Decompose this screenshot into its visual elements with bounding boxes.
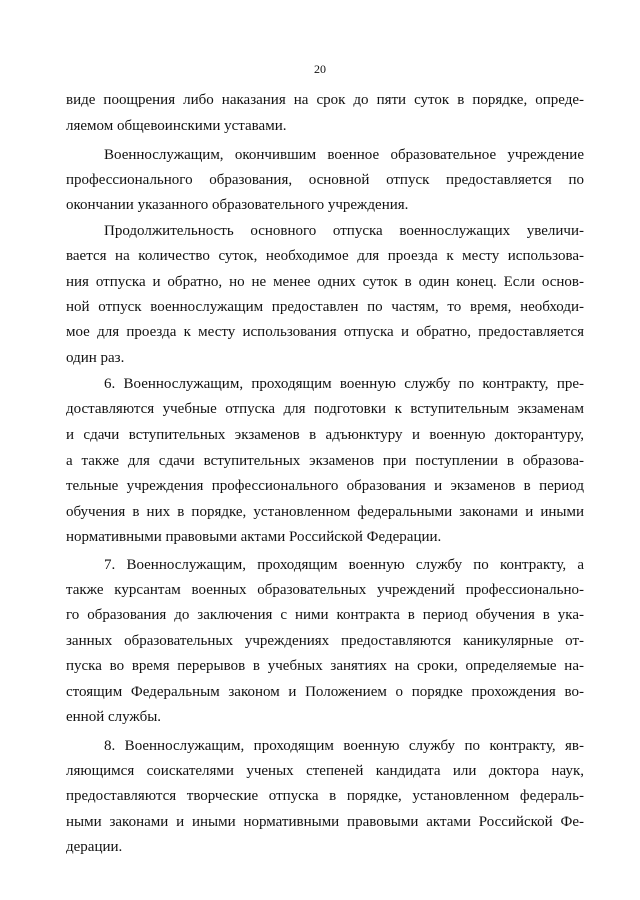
text-line: го образования до заключения с ними контракта в период обучения в ука- <box>66 607 584 623</box>
text-line: окончании указанного образовательного учреждения. <box>66 197 409 213</box>
text-line: ния отпуска и обратно, но не менее одних суток в один конец. Если основ- <box>66 274 584 290</box>
text-line: Продолжительность основного отпуска военнослужащих увеличи- <box>104 223 584 239</box>
text-line: 6. Военнослужащим, проходящим военную службу по контракту, пре- <box>104 376 584 392</box>
text-line: ной отпуск военнослужащим предоставлен по частям, то время, необходи- <box>66 299 584 315</box>
page-number: 20 <box>314 62 326 76</box>
text-line: енной службы. <box>66 709 162 725</box>
text-line: и сдачи вступительных экзаменов в адъюнктуру и военную докторантуру, <box>66 427 584 443</box>
text-line: один раз. <box>66 350 125 366</box>
text-line: обучения в них в порядке, установленном федеральными законами и иными <box>66 504 584 520</box>
text-line: ляющимся соискателями ученых степеней кандидата или доктора наук, <box>66 763 584 779</box>
text-line: мое для проезда к месту использования отпуска и обратно, предоставляется <box>66 324 584 340</box>
text-line: вается на количество суток, необходимое для проезда к месту использова- <box>66 248 584 264</box>
text-line: доставляются учебные отпуска для подготовки к вступительным экзаменам <box>66 401 584 417</box>
text-line: занных образовательных учреждениях предоставляются каникулярные от- <box>66 633 584 649</box>
text-line: пуска во время перерывов в учебных занятиях на сроки, определяемые на- <box>66 658 584 674</box>
text-line: 8. Военнослужащим, проходящим военную службу по контракту, яв- <box>104 738 584 754</box>
text-line: 7. Военнослужащим, проходящим военную службу по контракту, а <box>104 557 584 573</box>
text-line: стоящим Федеральным законом и Положением о порядке прохождения во- <box>66 684 584 700</box>
text-line: ляемом общевоинскими уставами. <box>66 118 287 134</box>
text-line: дерации. <box>66 839 123 855</box>
text-line: виде поощрения либо наказания на срок до пяти суток в порядке, опреде- <box>66 92 584 108</box>
text-line: ными законами и иными нормативными правовыми актами Российской Фе- <box>66 814 584 830</box>
text-line: нормативными правовыми актами Российской Федерации. <box>66 529 442 545</box>
text-line: тельные учреждения профессионального образования и экзаменов в период <box>66 478 584 494</box>
text-line: Военнослужащим, окончившим военное образовательное учреждение <box>104 147 584 163</box>
text-line: профессионального образования, основной отпуск предоставляется по <box>66 172 584 188</box>
text-line: предоставляются творческие отпуска в порядке, установленном федераль- <box>66 788 584 804</box>
text-line: а также для сдачи вступительных экзаменов при поступлении в образова- <box>66 453 584 469</box>
text-line: также курсантам военных образовательных учреждений профессионально- <box>66 582 584 598</box>
